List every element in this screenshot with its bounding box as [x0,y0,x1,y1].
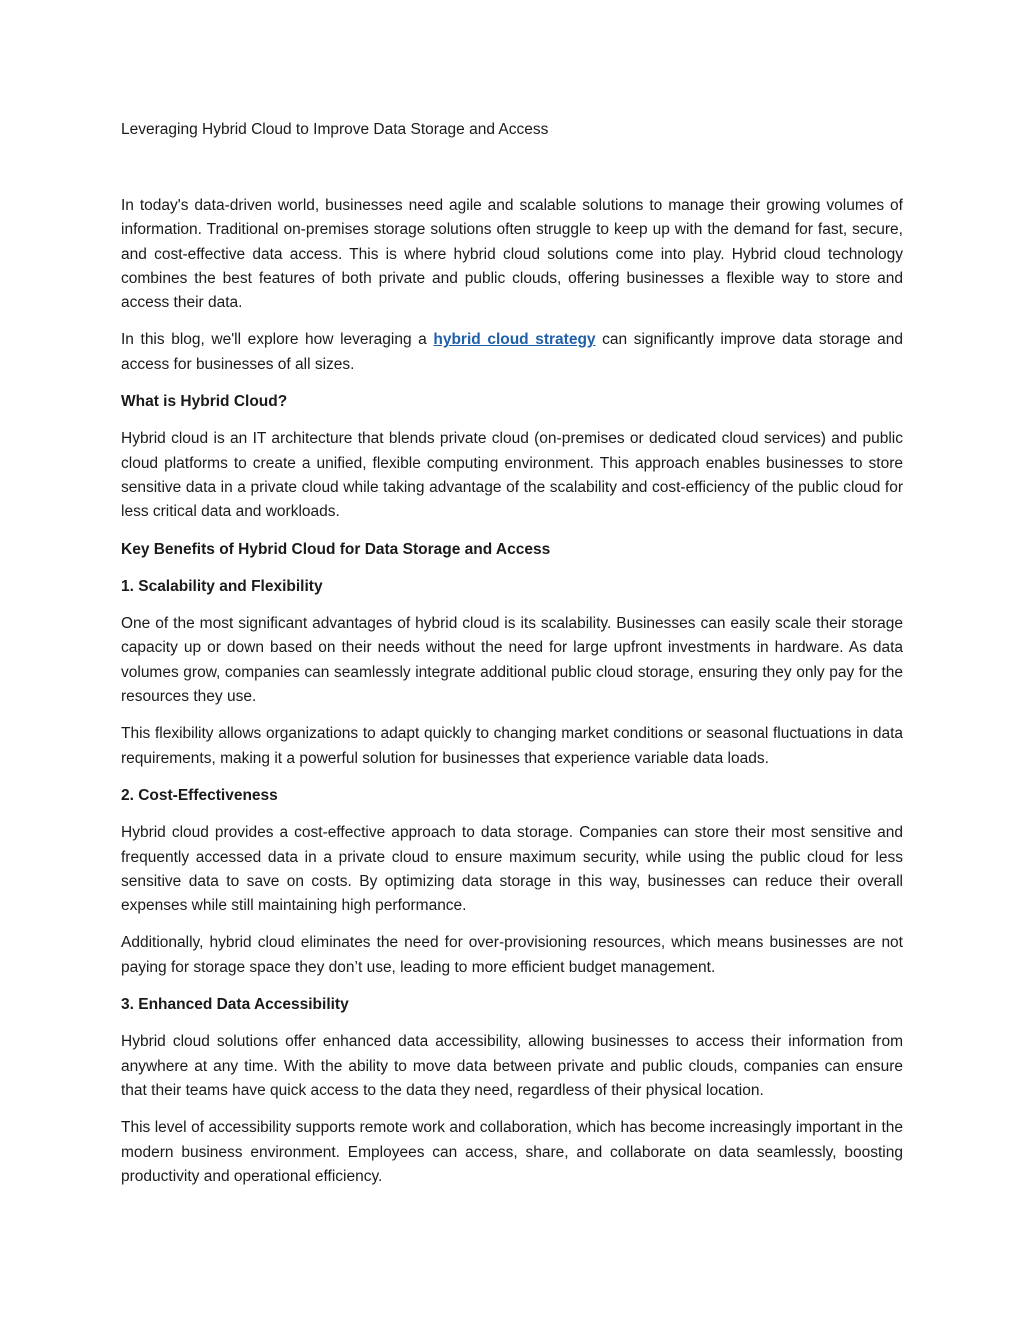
heading-key-benefits: Key Benefits of Hybrid Cloud for Data Storage and Access [121,540,551,558]
scalability-paragraph-2: This flexibility allows organizations to adapt quickly to changing market conditions or seasonal fluctuations in data requirements, making it a powerful solution for businesses that experience variable data loads. [121,725,903,767]
cost-paragraph-1: Hybrid cloud provides a cost-effective approach to data storage. Companies can store their most sensitive and frequently accessed data in a private cloud to ensure maximum security, while using the public cloud for less sensitive data to save on costs. By optimizing data storage in this way, businesses can reduce their overall expenses while still maintaining high performance. [121,824,903,915]
document-page [121,118,903,1202]
heading-accessibility: 3. Enhanced Data Accessibility [121,996,349,1014]
scalability-paragraph-1: One of the most significant advantages of hybrid cloud is its scalability. Businesses can easily scale their storage capacity up or down based on their needs without the need for large upfront investments in hardware. As data volumes grow, companies can seamlessly integrate additional public cloud storage, ensuring they only pay for the resources they use. [121,615,903,706]
intro-paragraph-2 [121,328,903,377]
intro-paragraph-1: In today's data-driven world, businesses need agile and scalable solutions to manage their growing volumes of information. Traditional on-premises storage solutions often struggle to keep up with the demand for fast, secure, and cost-effective data access. This is where hybrid cloud solutions come into play. Hybrid cloud technology combines the best features of both private and public clouds, offering businesses a flexible way to store and access their data. [121,197,903,312]
accessibility-paragraph-2: This level of accessibility supports remote work and collaboration, which has become increasingly important in the modern business environment. Employees can access, share, and collaborate on data seamlessly, boosting productivity and operational efficiency. [121,1119,903,1185]
heading-scalability: 1. Scalability and Flexibility [121,577,323,595]
intro-text-after-link: can significantly improve data storage and access for businesses of all sizes. [121,331,903,373]
hybrid-cloud-strategy-link[interactable]: hybrid cloud strategy [433,331,596,349]
document-title: Leveraging Hybrid Cloud to Improve Data Storage and Access [121,121,549,138]
what-paragraph: Hybrid cloud is an IT architecture that blends private cloud (on-premises or dedicated cloud services) and public cloud platforms to create a unified, flexible computing environment. This approach enables businesses to store sensitive data in a private cloud while taking advantage of the scalability and cost-efficiency of the public cloud for less critical data and workloads. [121,430,903,521]
heading-cost-effectiveness: 2. Cost-Effectiveness [121,786,278,804]
heading-what-is-hybrid-cloud: What is Hybrid Cloud? [121,393,288,411]
cost-paragraph-2: Additionally, hybrid cloud eliminates the need for over-provisioning resources, which means businesses are not paying for storage space they don’t use, leading to more efficient budget management. [121,934,903,976]
accessibility-paragraph-1: Hybrid cloud solutions offer enhanced data accessibility, allowing businesses to access their information from anywhere at any time. With the ability to move data between private and public clouds, companies can ensure that their teams have quick access to the data they need, regardless of their physical location. [121,1033,903,1099]
intro-text-before-link: In this blog, we'll explore how leveraging a [121,331,434,349]
